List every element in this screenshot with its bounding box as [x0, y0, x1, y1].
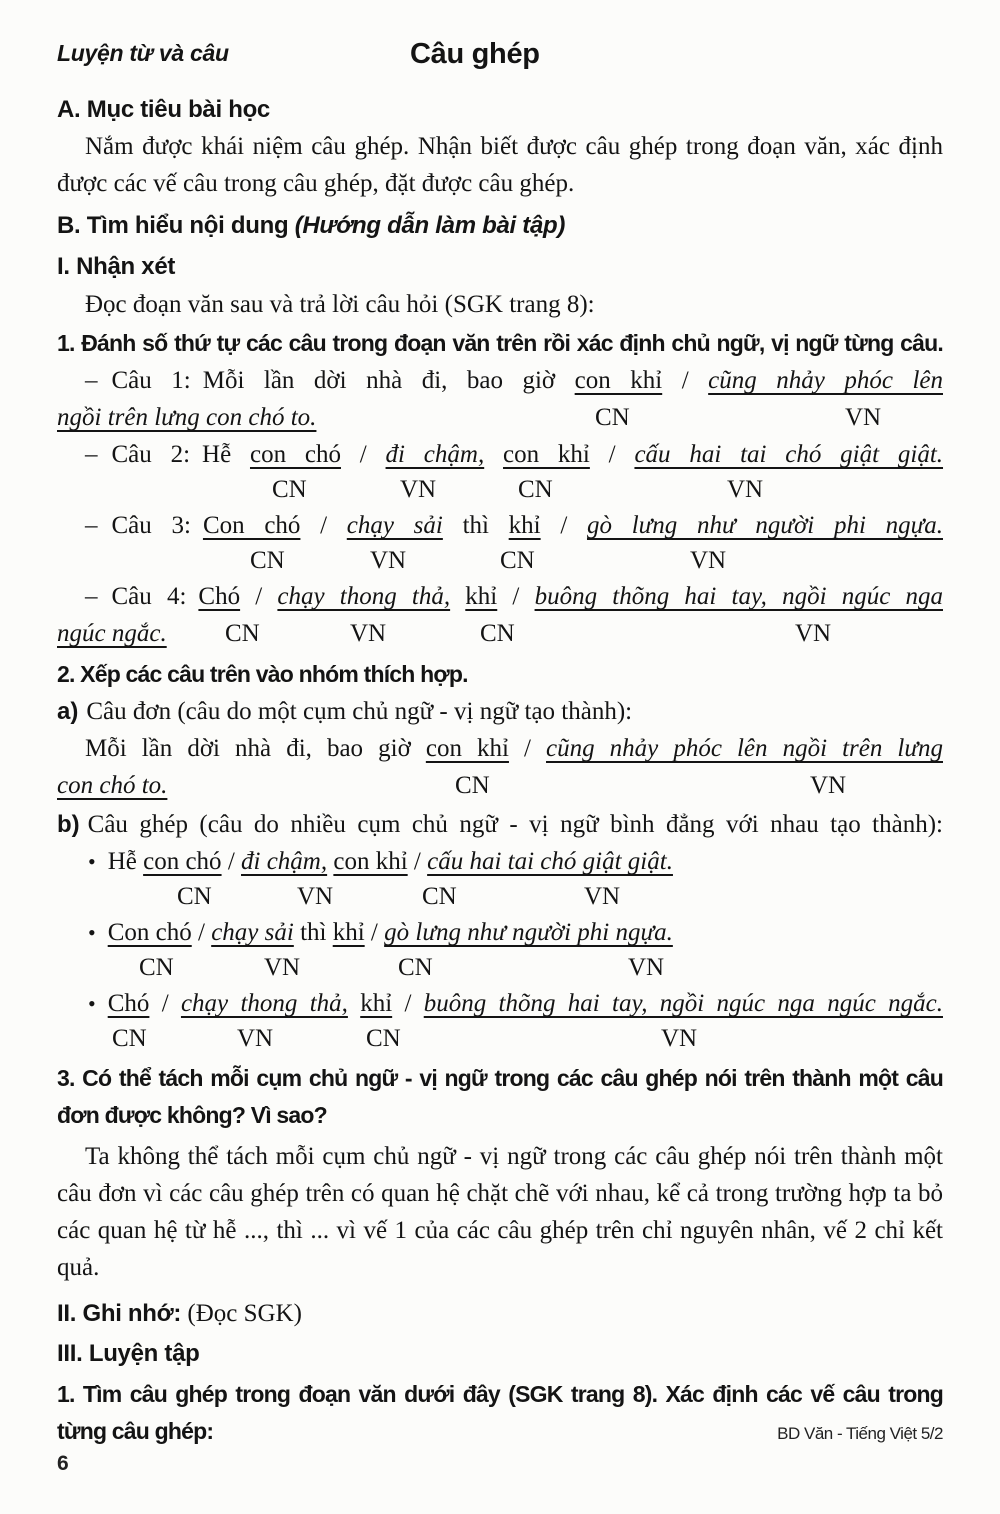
cn-label: CN	[139, 954, 174, 981]
page-title: Câu ghép	[410, 38, 540, 70]
ghep-2-mid: thì	[293, 919, 333, 946]
ghep-2-predicate-1: chạy sải	[211, 919, 294, 946]
slash: /	[497, 583, 535, 610]
slash: /	[392, 990, 424, 1017]
group-a-sentence-pre: Mỗi lần dời nhà đi, bao giờ	[85, 735, 426, 762]
slash: /	[300, 512, 347, 539]
slash: /	[364, 919, 385, 946]
section-ii-note: (Đọc SGK)	[187, 1300, 302, 1327]
vn-label: VN	[661, 1025, 698, 1052]
ghep-3-subject-1: Chó	[107, 990, 150, 1017]
answer-text-3: ... vì vế 1 của các câu ghép trên chỉ nguyên nhân, vế 2 chỉ kết quả.	[57, 1217, 944, 1281]
cau-3-mid: thì	[442, 512, 509, 539]
cau-1-subject: con khỉ	[574, 367, 663, 394]
cau-2-predicate-1: đi chậm,	[385, 441, 485, 468]
ghep-2-annotations	[57, 951, 943, 985]
slash: /	[191, 919, 212, 946]
vn-label: VN	[370, 547, 407, 574]
page-number: 6	[57, 1452, 69, 1475]
section-a-body: Nắm được khái niệm câu ghép. Nhận biết được câu ghép trong đoạn văn, xác định được các vế câu trong câu ghép, đặt được câu ghép.	[57, 133, 943, 197]
section-iii-heading: III. Luyện tập	[57, 1340, 200, 1367]
cau-2-pre: Hễ	[202, 441, 250, 468]
group-a-label: a)	[57, 698, 79, 725]
dash: –	[85, 441, 98, 468]
cau-3-predicate-2: gò lưng như người phi ngựa.	[586, 512, 943, 539]
section-b-heading-note: (Hướng dẫn làm bài tập)	[294, 212, 566, 239]
answer-conjunction-2: thì	[276, 1217, 303, 1244]
ghep-1-predicate-2: cấu hai tai chó giật giật.	[427, 848, 673, 875]
cau-4-label: Câu 4:	[111, 583, 187, 610]
cau-3-sentence	[57, 507, 943, 544]
lesson-type-label: Luyện từ và câu	[57, 40, 229, 66]
cau-1-sentence-line-1	[57, 362, 943, 399]
ghep-2-subject-2: khỉ	[332, 919, 365, 946]
cau-4-subject-2: khỉ	[465, 583, 498, 610]
cn-label: CN	[480, 620, 515, 647]
vn-label: VN	[264, 954, 301, 981]
cn-label: CN	[422, 883, 457, 910]
cau-2-annotations	[57, 473, 943, 507]
cau-4-predicate-1: chạy thong thả,	[277, 583, 451, 610]
task-3-heading: 3. Có thể tách mỗi cụm chủ ngữ - vị ngữ trong các câu ghép nói trên thành một câu đơn được không? Vì sao?	[57, 1065, 943, 1128]
ghep-sentence-2	[57, 914, 943, 951]
dash: –	[85, 367, 98, 394]
ghep-sentence-3	[57, 985, 943, 1022]
ghep-1-annotations	[57, 880, 943, 914]
cn-label: CN	[272, 476, 307, 503]
cn-label: CN	[250, 547, 285, 574]
ghep-1-subject-2: con khỉ	[333, 848, 408, 875]
answer-text-1: Ta không thể tách mỗi cụm chủ ngữ - vị ngữ trong các câu ghép nói trên thành một câu đơn vì các câu ghép trên có quan hệ chặt chẽ với nhau, kể cả trong trường hợp ta bỏ các quan hệ từ	[57, 1143, 943, 1244]
vn-label: VN	[810, 772, 847, 799]
ghep-2-subject-1: Con chó	[107, 919, 192, 946]
task-2-heading: 2. Xếp các câu trên vào nhóm thích hợp.	[57, 661, 468, 687]
cau-4-predicate-2-part-1: buông thõng hai tay, ngồi ngúc nga	[534, 583, 943, 610]
slash: /	[340, 441, 386, 468]
group-a-predicate-part-2: con chó to.	[57, 772, 168, 799]
group-a-sentence-line-2	[57, 767, 943, 804]
cau-1-predicate-part-1: cũng nhảy phóc lên	[708, 367, 943, 394]
group-a-line	[57, 693, 943, 730]
cn-label: CN	[455, 772, 490, 799]
cn-label: CN	[595, 404, 630, 431]
task-1-heading: 1. Đánh số thứ tự các câu trong đoạn văn trên rồi xác định chủ ngữ, vị ngữ từng câu.	[57, 330, 943, 356]
bullet-icon: •	[88, 991, 96, 1016]
luyen-tap-task-1: 1. Tìm câu ghép trong đoạn văn dưới đây (SGK trang 8). Xác định các vế câu trong từng câu ghép:	[57, 1381, 943, 1444]
footer-book-title: BD Văn - Tiếng Việt 5/2	[777, 1424, 943, 1443]
vn-label: VN	[584, 883, 621, 910]
slash: /	[662, 367, 709, 394]
slash: /	[240, 583, 278, 610]
ghep-1-pre: Hễ	[107, 848, 144, 875]
ghep-1-predicate-1: đi chậm,	[241, 848, 328, 875]
cau-4-subject-1: Chó	[198, 583, 241, 610]
ghep-3-subject-2: khỉ	[360, 990, 393, 1017]
cau-2-subject-1: con chó	[249, 441, 341, 468]
answer-text-2: ...,	[236, 1217, 277, 1244]
slash: /	[508, 735, 547, 762]
vn-label: VN	[727, 476, 764, 503]
ghep-2-predicate-2: gò lưng như người phi ngựa.	[384, 919, 673, 946]
cau-1-pre: Mỗi lần dời nhà đi, bao giờ	[202, 367, 575, 394]
cau-1-predicate-part-2: ngồi trên lưng con chó to.	[57, 404, 317, 431]
cau-2-subject-2: con khỉ	[503, 441, 590, 468]
cau-2-label: Câu 2:	[111, 441, 191, 468]
cau-3-label: Câu 3:	[111, 512, 191, 539]
vn-label: VN	[628, 954, 665, 981]
cn-label: CN	[500, 547, 535, 574]
section-b-heading-text: B. Tìm hiểu nội dung	[57, 212, 289, 239]
cn-label: CN	[366, 1025, 401, 1052]
cn-label: CN	[518, 476, 553, 503]
bullet-icon: •	[88, 849, 96, 874]
cau-3-subject-2: khỉ	[508, 512, 541, 539]
vn-label: VN	[350, 620, 387, 647]
cau-2-sentence	[57, 436, 943, 473]
ghep-3-annotations	[57, 1022, 943, 1056]
cau-3-subject-1: Con chó	[202, 512, 301, 539]
group-a-subject: con khỉ	[425, 735, 509, 762]
nhan-xet-intro: Đọc đoạn văn sau và trả lời câu hỏi (SGK trang 8):	[85, 291, 595, 318]
cau-1-label: Câu 1:	[111, 367, 191, 394]
task-3-answer	[57, 1138, 943, 1286]
group-a-predicate-part-1: cũng nhảy phóc lên ngồi trên lưng	[546, 735, 943, 762]
ghep-sentence-1	[57, 843, 943, 880]
cau-4-predicate-2-part-2: ngúc ngắc.	[57, 620, 167, 647]
cn-label: CN	[177, 883, 212, 910]
dash: –	[85, 583, 98, 610]
slash: /	[540, 512, 587, 539]
cau-4-sentence-line-1	[57, 578, 943, 615]
vn-label: VN	[297, 883, 334, 910]
dash: –	[85, 512, 98, 539]
group-b-label: b)	[57, 811, 80, 838]
ghep-3-predicate-2: buông thõng hai tay, ngồi ngúc nga ngúc ngắc.	[423, 990, 943, 1017]
answer-conjunction-1: hễ	[212, 1217, 237, 1244]
group-b-text: Câu ghép (câu do nhiều cụm chủ ngữ - vị ngữ bình đẳng với nhau tạo thành):	[87, 811, 943, 838]
group-a-sentence-line-1	[57, 730, 943, 767]
cau-1-sentence-line-2	[57, 399, 943, 436]
vn-label: VN	[845, 404, 882, 431]
page-header	[57, 40, 943, 84]
section-ii-line	[57, 1294, 943, 1334]
cn-label: CN	[112, 1025, 147, 1052]
section-ii-heading: II. Ghi nhớ:	[57, 1300, 182, 1327]
ghep-1-subject-1: con chó	[143, 848, 222, 875]
slash: /	[221, 848, 242, 875]
vn-label: VN	[400, 476, 437, 503]
group-b-line	[57, 806, 943, 843]
cau-4-sentence-line-2	[57, 615, 943, 652]
cn-label: CN	[225, 620, 260, 647]
cau-3-annotations	[57, 544, 943, 578]
cn-label: CN	[398, 954, 433, 981]
slash: /	[149, 990, 181, 1017]
ghep-3-predicate-1: chạy thong thả,	[180, 990, 348, 1017]
cau-3-predicate-1: chạy sải	[346, 512, 443, 539]
vn-label: VN	[795, 620, 832, 647]
vn-label: VN	[237, 1025, 274, 1052]
section-a-heading: A. Mục tiêu bài học	[57, 96, 270, 123]
section-b-heading	[57, 206, 943, 246]
slash: /	[407, 848, 428, 875]
section-i-heading: I. Nhận xét	[57, 253, 176, 280]
slash: /	[589, 441, 635, 468]
bullet-icon: •	[88, 920, 96, 945]
cau-2-predicate-2: cấu hai tai chó giật giật.	[634, 441, 944, 468]
vn-label: VN	[690, 547, 727, 574]
group-a-text: Câu đơn (câu do một cụm chủ ngữ - vị ngữ tạo thành):	[86, 698, 633, 725]
